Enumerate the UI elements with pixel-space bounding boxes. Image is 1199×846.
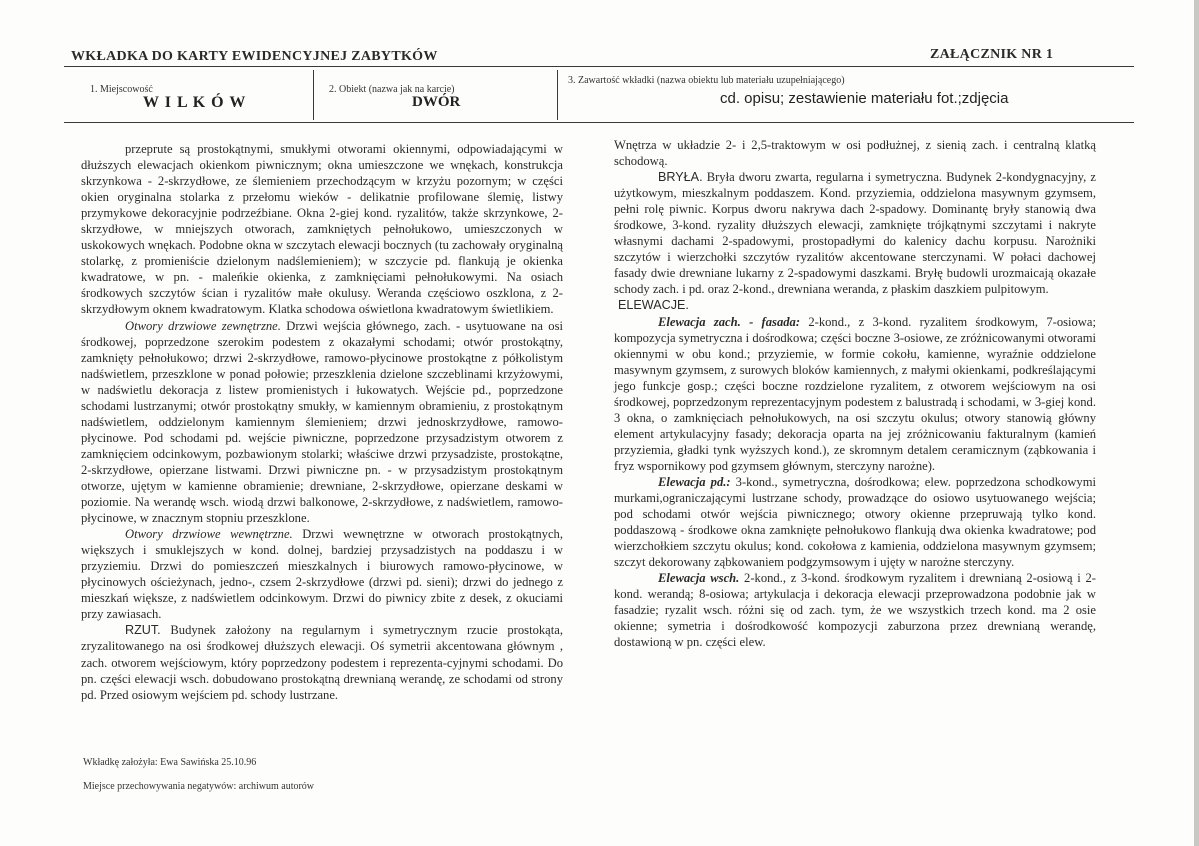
south-elevation-text: 3-kond., symetryczna, dośrodkowa; elew. poprzedzona schodkowymi murkami,ograniczającymi lustrzane schody, prowadzące do osiowo usytuowanego wejścia; pod schodami otwór wejścia piwnicznego; otwory okienne przepruwają tylko kond. poddaszową - środkowe okna zamknięte pełnołukowo flankują dwa okienka kwadratowe; pod wierzchołkiem szczytu okulus; kond. cokołowa z kamienia, oddzielona masywnym gzymsem; szczyt dekorowany ząbkowaniem podgzymsowym i ujęty w narożne sterczyny. [614, 474, 1097, 570]
east-elevation-text: 2-kond., z 3-kond. środkowym ryzalitem i drewnianą 2-osiową i 2-kond. werandą; 8-osiowa; artykulacja i dekoracja elewacji przeprowadzona podobnie jak w fasadzie; ryzalit wsch. różni się od zach. tym, że we wszystkich trzech kond. ma 2 osie okienne; symetria i dośrodkowość kompozycji zaburzona przez drewnianą werandę, dostawioną w pn. części elew. [614, 571, 1096, 650]
plan-heading: RZUT. [125, 623, 161, 638]
location-label: 1. Miejscowość [90, 84, 153, 95]
attachment-number: ZAŁĄCZNIK NR 1 [930, 47, 1054, 62]
location-value: W I L K Ó W [143, 94, 247, 111]
interior-doors-paragraph [81, 526, 563, 622]
elevations-heading: ELEWACJE. [618, 298, 689, 313]
header-rule-top [64, 66, 1134, 67]
south-elevation-paragraph [614, 474, 1096, 570]
exterior-doors-heading: Otwory drzwiowe zewnętrzne. [125, 318, 281, 333]
plan-text: Budynek założony na regularnym i symetrycznym rzucie prostokąta, zryzalitowanego na osi środkowej dłuższych elewacji. Oś symetrii akcentowana głównym , zach. otworem wejściowym, który poprzedzony podestem i reprezenta-cyjnymi schodami. Do pn. części elewacji wsch. dobudowano prostokątną drewnianą werandę, ze schodami od strony pd. Przed osiowym wejściem pd. schody lustrzane. [81, 623, 563, 702]
content-label: 3. Zawartość wkładki (nazwa obiektu lub materiału uzupełniającego) [568, 75, 845, 86]
content-value: cd. opisu; zestawienie materiału fot.;zdjęcia [720, 90, 1009, 107]
south-elevation-heading: Elewacja pd.: [658, 474, 731, 489]
scan-edge [1194, 0, 1199, 846]
box-divider-1 [313, 70, 314, 120]
interior-layout-paragraph: Wnętrza w układzie 2- i 2,5-traktowym w osi podłużnej, z sienią zach. i centralną klatką schodową. [614, 138, 1096, 169]
negatives-storage-note: Miejsce przechowywania negatywów: archiwum autorów [83, 781, 315, 792]
massing-text: Bryła dworu zwarta, regularna i symetryczna. Budynek 2-kondygnacyjny, z użytkowym, mieszkalnym poddaszem. Kond. przyziemia, oddzielona masywnym gzymsem, pełni rolę piwnic. Korpus dworu nakrywa dach 2-spadowy. Dominantę bryły stanowią dwa środkowe, 3-kond. ryzality dłuższych elewacji, zamknięte trójkątnymi szczytami i nakryte własnymi dachami 2-spadowymi, prostopadłymi do kalenicy dachu korpusu. Narożniki szczytów i wierzchołki szczytów ryzalitów akcentowane sterczynami. W połaci dachowej fasady dwie drewniane lukarny z 2-spadowymi daszkami. Bryłę budowli urozmaicają okazałe schody zach. i pd. oraz 2-kond., drewniana weranda, z płaskim daszkiem pulpitowym. [614, 170, 1096, 297]
plan-paragraph [81, 622, 563, 702]
interior-doors-heading: Otwory drzwiowe wewnętrzne. [125, 527, 293, 542]
box-divider-2 [557, 70, 558, 120]
massing-paragraph [614, 169, 1096, 297]
exterior-doors-text: Drzwi wejścia głównego, zach. - usytuowane na osi środkowej, poprzedzone szerokim podestem z okazałymi schodami; otwór prostokątny, zamknięty pełnołukowo; drzwi 2-skrzydłowe, ramowo-płycinowe prostokątne z półkolistym nadświetlem, przeszklone w ponad połowie; przeszklenia dzielone szczeblinami krzyżowymi, w nadświetlu dekoracja z listew promienistych i łukowatych. Wejście pd., poprzedzone schodami lustrzanymi; otwór prostokątny smukły, w kamiennym obramieniu, z prostokątnym nadświetlem, oddzielonym kamiennym ślemieniem; drzwi jednoskrzydłowe, ramowo-płycinowe. Pod schodami pd. wejście piwniczne, poprzedzone przysadzistym otworem z zamknięciem odcinkowym, pozbawionym stolarki; właściwe drzwi przysadziste, prostokątne, 2-skrzydłowe, opierzane listwami. Drzwi piwniczne pn. - w przysadzistym prostokątnym otworze, ujętym w kamienne obramienie; drewniane, 2-skrzydłowe, opierzane deskami w poziomie. Na werandę wsch. wiodą drzwi balkonowe, 2-skrzydłowe, z nadświetlem, ramowo-płycinowe, w znacznym stopniu przeszklone. [81, 318, 563, 526]
author-note: Wkładkę założyła: Ewa Sawińska 25.10.96 [83, 757, 257, 768]
west-elevation-heading: Elewacja zach. - fasada: [658, 314, 801, 329]
right-column [614, 137, 1096, 651]
header-rule-bottom [64, 122, 1134, 123]
east-elevation-paragraph [614, 570, 1096, 650]
massing-heading: BRYŁA. [658, 170, 703, 185]
object-label: 2. Obiekt (nazwa jak na karcie) [329, 84, 455, 95]
east-elevation-heading: Elewacja wsch. [658, 571, 740, 586]
windows-paragraph: przeprute są prostokątnymi, smukłymi otworami okiennymi, odpowiadającymi w dłuższych elewacjach okienkom piwnicznym; okna umieszczone we wnękach, konstrukcja skrzynkowa - 2-skrzydłowe, ze ślemieniem przechodzącym w krzyżu pozornym; w części okien oryginalna stolarka z przełomu wieków - delikatnie profilowane ślemię, listwy przymykowe dekoracyjnie podrzeźbiane. Okna 2-giej kond. ryzalitów, także skrzynkowe, 2-skrzydłowe, w mniejszych otworach, zamkniętych pełnołukowo, umieszczonych w uskokowych wnękach. Podobne okna w szczytach elewacji bocznych (tu zachowały oryginalną stolarkę, z promieniście dzielonym nadślemieniem); w szczycie pd. flankują je okienka kwadratowe, w pn. - maleńkie okienka, z zamknięciami pełnołukowymi. Na osiach środkowych szczytów ścian i ryzalitów małe okulusy. Weranda częściowo oszklona, z 2-skrzydłowym oknem kwadratowym. Klatka schodowa oświetlona kwadratowym świetlikiem. [81, 142, 563, 317]
left-column [81, 141, 563, 703]
object-value: DWÓR [412, 94, 461, 110]
document-title: WKŁADKA DO KARTY EWIDENCYJNEJ ZABYTKÓW [71, 49, 438, 64]
west-elevation-text: 2-kond., z 3-kond. ryzalitem środkowym, 7-osiowa; kompozycja symetryczna i dośrodkowa; części boczne 3-osiowe, ze zróżnicowanymi otworami okiennymi w obu kond.; przyziemie, w formie cokołu, kamienne, wyraźnie oddzielone masywnym gzymsem, z surowych bloków kamiennych, z małymi okienkami, podkreślającymi jego funkcje gosp.; części boczne rozdzielone ryzalitem, z otworem wejściowym na osi środkowej, poprzedzonym reprezentacyjnym podestem z balustradą i schodami, w 3-giej kond. 3 okna, o zamknięciach pełnołukowych, na osi szczytu okulus; otwory stanowią główny element artykulacyjny fasady; dekoracja oparta na jej zróżnicowaniu fakturalnym (kamień przyziemia, gładki tynk wyższych kond.), ze skromnym detalem ceramicznym (ząbkowania i fryz wspornikowy pod gzymsem głównym, sterczyny narożne). [614, 314, 1096, 473]
interior-doors-text: Drzwi wewnętrzne w otworach prostokątnych, większych i smuklejszych w kond. dolnej, bardziej przysadzistych na poddaszu i w przyziemiu. Drzwi do pomieszczeń mieszkalnych i biurowych ramowo-płycinowe, w płycinowych ościeżynach, jedno-, czsem 2-skrzydłowe (drzwi pd. sieni); drzwi do jednego z mieszkań większe, z nadświetlem odcinkowym. Drzwi do piwnicy zbite z desek, z okuciami przy zawiasach. [81, 527, 563, 622]
west-elevation-paragraph [614, 314, 1096, 474]
exterior-doors-paragraph [81, 318, 563, 527]
